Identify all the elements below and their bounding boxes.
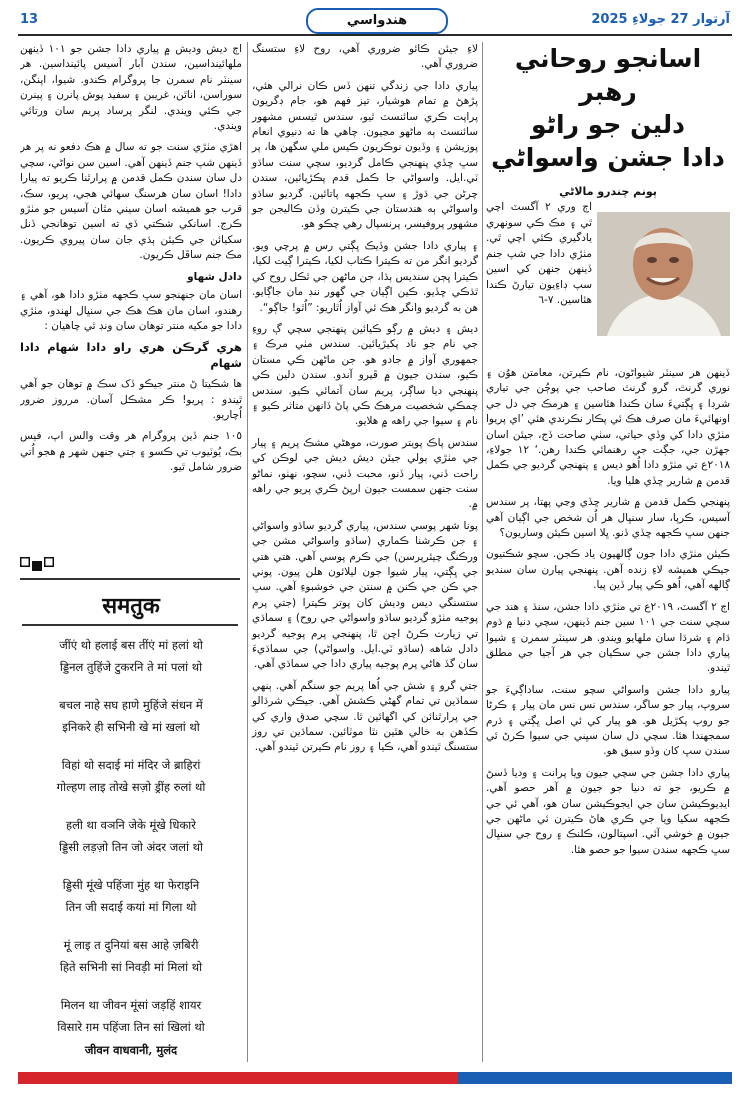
article-column-middle bbox=[252, 42, 478, 762]
poem-line: विहां थो सदाई मां मंदिर जे ब्राहिरां bbox=[61, 758, 201, 772]
poem-stanza bbox=[20, 994, 242, 1038]
poem-heading: समतुक bbox=[102, 593, 160, 619]
title-line: دلين جو راڻو bbox=[530, 110, 686, 139]
title-line: رهبر bbox=[579, 77, 637, 106]
paragraph: ڏينهن هر سينٽر شيواڻون، نام ڪيرتن، معامتن هوُن ۽ نوري گرنٿ، گرو گرنٿ صاحب جي پوڄُن جي تياري شرڊا ۽ ڀڳتيءَ سان ڪندا هئاسين ۽ هرمڪ جي دل جي اونهائيءَ مان صرف هڪ ئي پڪار نڪرندي هئي ’اي پريوا مٺڙي دادا کي وڏي حياتي، سٺي صاحت ڏج، جيئن اسان جهڙن جي، جڳت جي رهنمائي ڪندا رهن.‘ ١٢ جولاءِ، ٢٠١٨ع تي مٺڙو دادا اُهو ديس ۽ پنهنجي گرديو جي ڪمل قدمن ۾ شارير ڇڏي هليا ويا. bbox=[486, 367, 730, 487]
poem-stanza bbox=[20, 814, 242, 858]
poem-line: हिते सभिनी सां निवड़ी मां मिलां थो bbox=[59, 960, 203, 974]
poem-line: गोल्हण लाइ तोखे सज़ो ड्रींह रुलां थो bbox=[56, 780, 206, 794]
paragraph: ۽ پياري دادا جشن وڏيڪ ڀڳتي رس ۾ پرچي ويو. گرديو انگر من ته ڪيترا ڪتاب لکيا، ڪيترا ڳيت لکيا، ڪيترا ڀڄن سنديس ٻڌا، جن ماڻهن جي ٿڪل روح کي ٿڌڪي ڇڏيو. ڪين اڳيان جي گهور ننڊ مان جاڳايو. هن به گرديو وانگر هڪ ئي آواز اُٿاريو: ”اُٿو! جاڳو“. bbox=[252, 239, 478, 314]
paragraph: پونا شهر پوسي سندس، پياري گرديو ساڌو واسواڻي ۽ جن ڪرشنا ڪماري (ساڌو واسواڻي مشن جي ورڪنگ چيئرپرسن) جي ڪرم پوسي آهي. هتي هتي جي ڀڳتي، پيار شيوا جون ليلائون هلن پيون. پوني جي ڪن جي ڪنن ۾ سنتن جي خوشبوءِ آهي. سڀ ستسنگي ديس وديش کان پوتر ڪيترا (جتي پرم پوجيه مٺڙو گرديو ساڌو واسواڻي جي روح) ۽ سماڌي تي زيارت ڪرڻ اچن ٿا، پنهنجي پرم پوجيه گرديو دادل شاهه (ساڌو ٽي.ايل. واسواڻي) جي سماڌيءَ سان گڏ هاڻي پرم پوجيه پياري دادا جي سماڌي آهي. bbox=[252, 519, 478, 671]
poem-line: मिलन था जीवन मूंसां जड़हिं शायर bbox=[60, 998, 202, 1012]
article-column-right bbox=[486, 366, 730, 864]
paragraph: پياري دادا جي زندگي تنهن ڏس ڪان نرالي هئي، پڙهڻ ۾ تمام هوشيار، تيز فهم هو، جام ڊگريون پراپت ڪري سائنسٽ ٿيو، سندس ٿيسس مشهور سائنسٽ ٻه ماڻهو مڃيون. چاهي ها ته دنيوي انعام پوزيشن ۽ وڏيون نوڪريون ڪيس ملي سگهن ها، پر سڀ ڇڏي پنهنجي ڪامل گرديو، سچي سنت ساڌو ٽي.ايل. واسواڻي جا ڪمل قدم پڪڙيائين، سندن چرڻن جي ڌوڙ ۽ سڀ ڪجهه پاتائين. گرديو ساڌو واسواڻي ٻه هندستان جي ڪيترن وڏن ڪاليجن جو مشهور پروفيسر، پرنسپال رهي چڪو هو. bbox=[252, 79, 478, 231]
poem-stanza bbox=[20, 874, 242, 918]
byline: پونم چندرو مالاڻي bbox=[559, 185, 657, 198]
footer-bar-blue bbox=[458, 1072, 732, 1084]
paragraph: پياري دادا جشن جي سچي جيون ويا پرانت ۽ وديا ڏسڻ ۾ ڪريو، جو ته دنيا جو جيون ۾ آهر حصو آهي. ايڊيوڪيشن سان جي ايجوڪيشن سان هو، آهي ئي جي ڪجهه سکيا ويا جي ڪري هاڻ ڪيترن ئي ماڻهن جي جيون ۾ خوشي آئي. اسپتالون، ڪلنڪ ۽ روح جي سنڀال سڀ ڪجهه سندن سيوا جو حصو هئا. bbox=[486, 766, 730, 856]
portrait-icon bbox=[597, 212, 730, 336]
paragraph: اسان مان جنهنجو سڀ ڪجهه مٺڙو دادا هو، آهي ۽ رهندو، اسان مان هڪ هڪ جي سنڀال لهندو، مٺڙي دادا جو مکيه منتر توهان سان ونڊ ٿي چاهيان : bbox=[20, 289, 242, 332]
page-number: 13 bbox=[20, 12, 39, 27]
column-divider bbox=[482, 42, 483, 1062]
portrait-photo bbox=[597, 212, 730, 336]
paragraph: ديش ۽ ديش ۾ رڳو ڪيائين پنهنجي سچي ڳ روءِ جي نام جو ناد پکيڙيائين. سندس مٺي مرڪ ۽ جمهوري آواز ۾ جادو هو. جن ماڻهن ڪي مستان ڪيو، سندن جيون ۾ ڦيرو آندو. سندن دلين ڪي پنهنجي ديا ساڳر، پريم سان آتمائي ڪيو. سندس چمڪي شخصيت مرهڪ ڪي پاڻ ڏانهن متاثر ڪيو ۽ نام ۽ سيوا جي راهه ۾ هلايو. bbox=[252, 322, 478, 428]
poem-line: तिन जी सदाई कयां मां गिला थो bbox=[65, 900, 197, 914]
subheading: دادل شهاو bbox=[187, 270, 242, 283]
title-line: دادا جشن واسواڻي bbox=[491, 143, 725, 172]
poem-line: बचल नाहे सघ हाणे मुहिंजे संधन में bbox=[59, 698, 203, 712]
paragraph: لاءِ جيئن ڪائو ضروري آهي، روح لاءِ ستسنگ ضروري آهي. bbox=[252, 43, 478, 71]
poem-line: विसारे ग़म पहिंजा तिन सां खिलां थो bbox=[57, 1020, 205, 1034]
poem-stanza bbox=[20, 694, 242, 738]
poem-line: हली था वञनि जेके मूंखे धिकारे bbox=[66, 818, 196, 832]
paragraph: ڪيئن مٺڙي دادا جون ڳالهيون ياد ڪجن. سچو شڪتيون جيڪي هميشه لاءِ زنده آهن. پنهنجي پيارن سان سنديو ڳالهه آهي، اُهو ڪي پيار ڏين پيا. bbox=[486, 548, 730, 592]
poem-divider bbox=[22, 624, 238, 626]
column-divider bbox=[247, 42, 248, 1062]
poem-line: इनिकरे ही सभिनी खे मां खलां थो bbox=[62, 720, 200, 734]
paragraph: اهڙي مٺڙي سنت جو ته سال ۾ هڪ دفعو نه پر هر ڏينهن شپ جنم ڏينهن آهي. اسين سن نواڻي، سچي دل سان سندن ڪمل قدمن ۾ پرارٿنا ڪريو ته پيارا دادا! اسان سان هرسنگ سهائي هجي، پريو، سڪ، قرب جو هميشه اسان سيني مٿان آسيس جو مٺڙو ڪرج. اسانکي شڪتي ڏي ته اسين توهانجي ڏنل سکيائن جي ڪيئن ٻڌي جان سان پيروي ڪريون. مڪ جنم ساڦل ڪريون. bbox=[20, 141, 242, 262]
paragraph: اڄ ٢ آگسٽ، ٢٠١٩ع تي مٺڙي دادا جشن، سنڌ ۽ هند جي سچي سنت جي ١٠١ سين جنم ڏينهن، سچي دنيا ۾ ڌوم ڌام ۽ شرڌا سان ملهايو ويندو. هر سينٽر سمرن ۽ شيوا پياري دادا جشن جي سڪيان جي هر آجيا جي مطلق ٿيندو. bbox=[486, 600, 731, 675]
poem-stanza bbox=[20, 634, 242, 678]
poem-line: ड्डिनल तुहिंजे टुकरनि ते मां पलां थो bbox=[59, 660, 203, 674]
paragraph: ١٠٥ جنم ڏين پروگرام هر وقت والس اپ، فيس بڪ، يُوٽيوب تي ڪسو ۽ جتي جنهن شهر ۾ هجو اُتي ضرور شامل ٿيو. bbox=[20, 430, 242, 474]
poem-line: मूं लाइ त दुनियां बस आहे ज़बिरी bbox=[63, 938, 199, 952]
poem-stanza bbox=[20, 754, 242, 798]
paragraph: ها شڪيتا ڻ منتر جيڪو ڏک سڪ ۾ توهان جو آهي ٿيندو : پريو! ڪر مشڪل آسان. مرروز ضرور اُچاريو. bbox=[20, 378, 242, 421]
ornament-icon bbox=[20, 553, 240, 573]
poem-line: जींएं थो हलाई बस तींएं मां हलां थो bbox=[59, 638, 203, 652]
poem-line: ड्डिसी लड़ज़ो तिन जो अंदर जलां थो bbox=[58, 840, 204, 854]
poem-body bbox=[20, 634, 242, 1054]
photo-caption: اڄ وري ٢ آگسٽ اچي ٿي ۽ مڪ ڪي سونهري يادگيري ڪئي اچي ٿي. مٺڙي دادا جي شپ جنم ڏينهن جنهن کي اسين سپ ڊاءِيون تيارڻ ڪندا هئاسين. ٧-٦ bbox=[486, 201, 592, 306]
footer-bar-red bbox=[18, 1072, 458, 1084]
masthead-logo: هندواسي bbox=[306, 8, 448, 34]
poet-credit: जीवन वाधवानी, मुलंद bbox=[84, 1043, 178, 1057]
article-column-left bbox=[20, 42, 242, 542]
section-divider bbox=[20, 578, 240, 580]
poem-line: ड्डिसी मूंखे पहिंजा मुंह था फेराइनि bbox=[62, 878, 200, 892]
issue-date: آرتوار 27 جولاءِ 2025 bbox=[591, 12, 730, 27]
paragraph: پنهنجي ڪمل قدمن ۾ شارير ڇڏي وڃي پهتا، پر سندس آسيس، ڪرپا، سار سنڀال هر اُن شخص جي اڳيان آهي جنهن سڀ ڪجهه ڇڏي ڏنو. ڀلا اسين ڪيئن وساريون؟ bbox=[486, 496, 730, 540]
paragraph: پيارو دادا جشن واسواڻي سچو سنت، ساداڳيءَ جو سروپ، پيار جو ساگر، سندس نس نس مان پيار ۽ ڪرڻا جو روپ پکڙيل هو. هو پيار کي ئي اصل ڀڳتي ۽ ڌرم سمجهندا هئا. سچي دل سان سڀني جي سيوا ڪرڻ ئي سندن سڀ کان وڏو سبق هو. bbox=[486, 683, 730, 758]
paragraph: اڄ ديش وديش ۾ پياري دادا جشن جو ١٠١ ڏينهن ملهائينداسين، سندن آبار آسيس پائينداسين. هر سينٽر نام سمرن جا پروگرام ڪندو. شيوا، اپنگن، سوراسن، اناٿن، غريبن ۽ سفيد پوش پانرن ۽ پينرن جي ڪئي ويندي. لنگر پرساد پريم سان ورتائي ويندي. bbox=[20, 43, 242, 133]
poem-stanza bbox=[20, 934, 242, 978]
title-line: اسانجو روحاني bbox=[514, 44, 702, 73]
paragraph: سندس پاڪ پويتر صورت، موهڻي مشڪ پريم ۽ پيار جي مٺڙي ٻولي جيئن ديش ديش جي لوڪن کي راحت ڏني، پيار ڏنو، محبت ڏني، سچو، نهٺو، نماڻو سنت جنهن سمست جيون ارپڻ ڪري پريو جي راهه ۾. bbox=[252, 436, 478, 511]
mantra: هري گرڪن هري راو دادا شهام دادا شهام bbox=[20, 340, 242, 370]
paragraph: جتي گرو ۽ شش جي اُها پريم جو سنگم آهي. ٻنهي سماڌين تي تمام گهڻي ڪشش آهي. جيڪي شرڌالو جي پرارٿنائن کي اگهائين ٿا. سچي صدق واري کي ڪڏهن به خالي هٿين نٿا موٽائين. سماڌين تي روز ستسنگ ٿيندو آهي، ڪيا ۽ روز نام ڪيرتن ٿيندو آهي. bbox=[252, 679, 478, 754]
article-title bbox=[486, 42, 730, 174]
header-divider bbox=[18, 34, 732, 36]
